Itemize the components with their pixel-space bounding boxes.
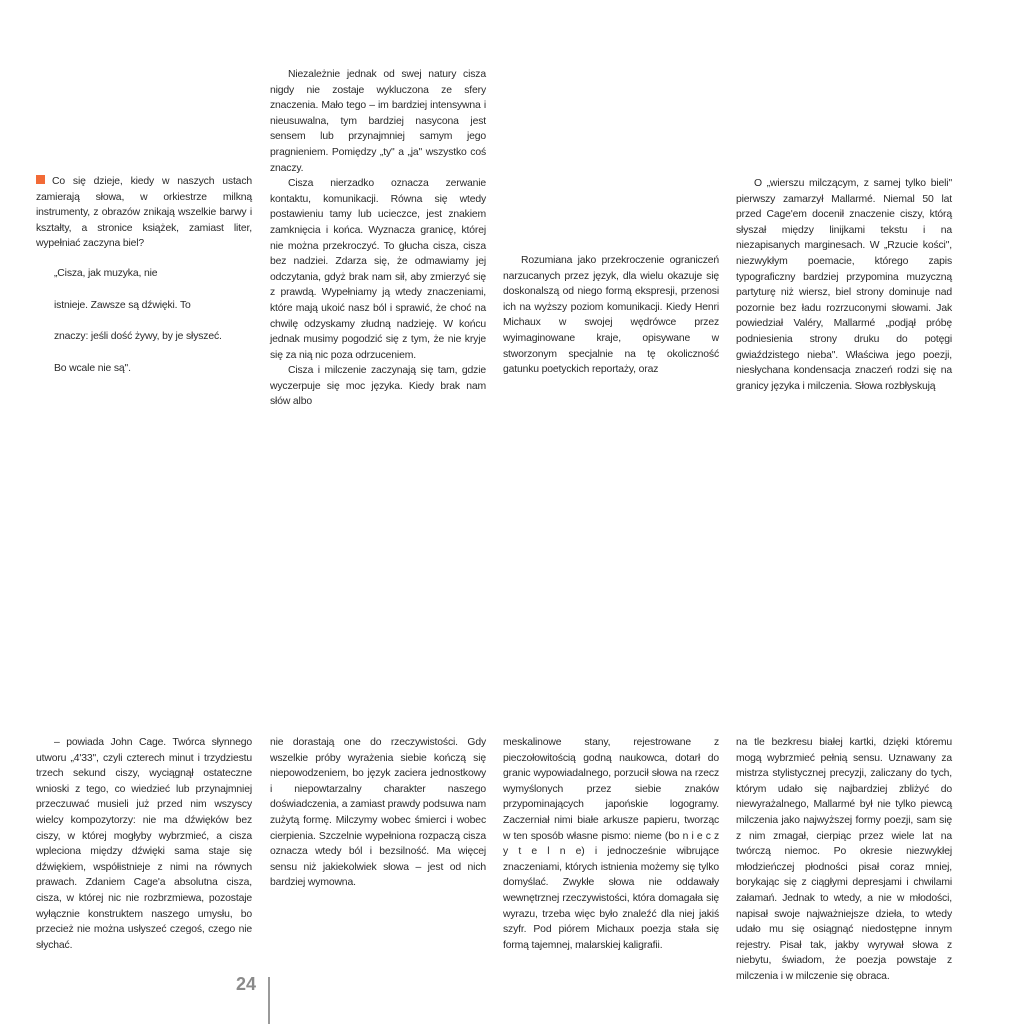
top-column-2 [270, 67, 486, 410]
poem-quote [36, 266, 252, 376]
paragraph: Cisza nierzadko oznacza zerwanie kontaktu, komunikacji. Równa się wtedy postawieniu tamy lub ucieczce, jest znakiem zamknięcia i końca. Wyznacza granicę, której nie można przekroczyć. To głucha cisza, cisza bez nadziei. Zdarza się, że odmawiamy jej odczytania, gdyż brak nam sił, aby zmierzyć się z prawdą. Wypełniamy ją wtedy znaczeniami, które mają ukoić nasz ból i sprawić, że choć na chwilę odzyskamy złudną nadzieję. W końcu jednak musimy pogodzić się z tym, że nie kryje się za nią nic poza odrzuceniem. [270, 178, 486, 361]
paragraph: na tle bezkresu białej kartki, dzięki któremu mogą wybrzmieć pełnią sensu. Uznawany za mistrza stylistycznej precyzji, zaliczany do tych, którym udało się najbardziej zbliżyć do niewyrażalnego, Mallarmé był nie tylko piewcą milczenia jako najwyższej formy poezji, sam się z nim zmagał, cierpiąc przez wiele lat na twórczą niemoc. Po okresie niezwykłej młodzieńczej płodności pisał coraz mniej, borykając się z ciągłymi depresjami i chwilami załamań. Jednak to wtedy, a nie w młodości, napisał swoje najważniejsze dzieła, to wtedy udało mu się osiągnąć niedostępne innym rejestry. Pisał tak, jakby wyrywał słowa z niebytu, świadom, że poezja powstaje z milczenia i w milczenie się obraca. [736, 737, 952, 982]
paragraph: – powiada John Cage. Twórca słynnego utworu „4'33", czyli czterech minut i trzydziestu trzech sekund ciszy, wyciągnął ostateczne wnioski z tego, co wiedzieć lub przynajmniej przeczuwać musieli już przed nim wszyscy wielcy kompozytorzy: nie ma dźwięków bez ciszy, w której mogłyby wybrzmieć, a cisza wpleciona między dźwięki sama staje się dźwiękiem, współistnieje z nimi na równych prawach. Zdaniem Cage'a absolutna cisza, cisza, w której nic nie rozbrzmiewa, pozostaje wyłącznie konstruktem naszego umysłu, bo przecież nie można usłyszeć czegoś, czego nie słychać. [36, 737, 252, 951]
poem-line: „Cisza, jak muzyka, nie [54, 267, 158, 279]
bottom-column-2 [270, 735, 486, 891]
top-column-3 [503, 253, 719, 378]
bottom-column-4 [736, 735, 952, 985]
paragraph: nie dorastają one do rzeczywistości. Gdy wszelkie próby wyrażenia siebie kończą się niepowodzeniem, bo język zaciera jednostkowy i niepowtarzalny charakter naszego doświadczenia, a zamiast prawdy podsuwa nam zużytą formę. Milczymy wobec śmierci i wobec cierpienia. Szczelnie wypełniona rozpaczą cisza oznacza wtedy ból i bezsilność. Ma więcej sensu niż jakiekolwiek słowa – jest od nich bardziej wymowna. [270, 737, 486, 889]
paragraph: meskalinowe stany, rejestrowane z pieczołowitością godną naukowca, dotarł do granic wypowiadalnego, porzucił słowa na rzecz wymyślonych przez siebie znaków przypominających japońskie logogramy. Zaczerniał nimi białe arkusze papieru, tworząc w ten sposób własne pismo: nieme (bo n i e c z y t e l n e) i jednocześnie wibrujące znaczeniami, których istnienia możemy się tylko domyślać. Zwykłe słowa nie oddawały wewnętrznej rzeczywistości, która domagała się wyrazu, trzeba więc było znaleźć dla niej jakiś szyfr. Pod piórem Michaux poezja stała się formą tajemnej, malarskiej kaligrafii. [503, 737, 719, 951]
top-column-4 [736, 176, 952, 394]
paragraph: Niezależnie jednak od swej natury cisza nigdy nie zostaje wykluczona ze sfery znaczenia. Mało tego – im bardziej intensywna i nieusuwalna, tym bardziej nasycona jest sensem lub przynajmniej samym jego pragnieniem. Pomiędzy „ty" a „ja" wszystko coś znaczy. [270, 69, 486, 174]
intro-paragraph [36, 174, 252, 252]
paragraph: O „wierszu milczącym, z samej tylko bieli" pierwszy zamarzył Mallarmé. Niemal 50 lat przed Cage'em docenił znaczenie ciszy, którą słyszał między linijkami tekstu i na niezapisanych marginesach. W „Rzucie kości", niezwykłym poemacie, którego zapis typograficzny bardziej przypomina muzyczną partyturę niż wiersz, biel strony dominuje nad pozornie bez ładu rozrzuconymi słowami. Jak powiedział Valéry, Mallarmé „podjął próbę podniesienia strony druku do potęgi gwiaździstego nieba". Właściwa jego poezji, niesłychana kondensacja znaczeń rodzi się na granicy języka i milczenia. Słowa rozbłyskują [736, 178, 952, 392]
orange-square-marker [36, 175, 45, 184]
poem-line: znaczy: jeśli dość żywy, by je słyszeć. [54, 331, 222, 343]
page-number: 24 [235, 974, 256, 994]
paragraph: Cisza i milczenie zaczynają się tam, gdzie wyczerpuje się moc języka. Kiedy brak nam słów albo [270, 365, 486, 408]
poem-line: Bo wcale nie są". [54, 362, 131, 374]
poem-line: istnieje. Zawsze są dźwięki. To [54, 299, 191, 311]
top-column-1 [36, 174, 252, 392]
bottom-column-3 [503, 735, 719, 953]
bottom-column-1 [36, 735, 252, 953]
footer-vertical-rule [268, 977, 270, 1024]
intro-text: Co się dzieje, kiedy w naszych ustach zamierają słowa, w orkiestrze milkną instrumenty, z obrazów znikają wszelkie barwy i kształty, a stronice książek, zamiast liter, wypełniać zaczyna biel? [36, 176, 252, 250]
paragraph: Rozumiana jako przekroczenie ograniczeń narzucanych przez język, dla wielu okazuje się doskonalszą od niego formą ekspresji, przenosi ich na wyższy poziom komunikacji. Kiedy Henri Michaux w swojej wędrówce przez wyimaginowane kraje, opisywane w stworzonym specjalnie na tę okoliczność gatunku poetyckich reportaży, oraz [503, 255, 719, 376]
